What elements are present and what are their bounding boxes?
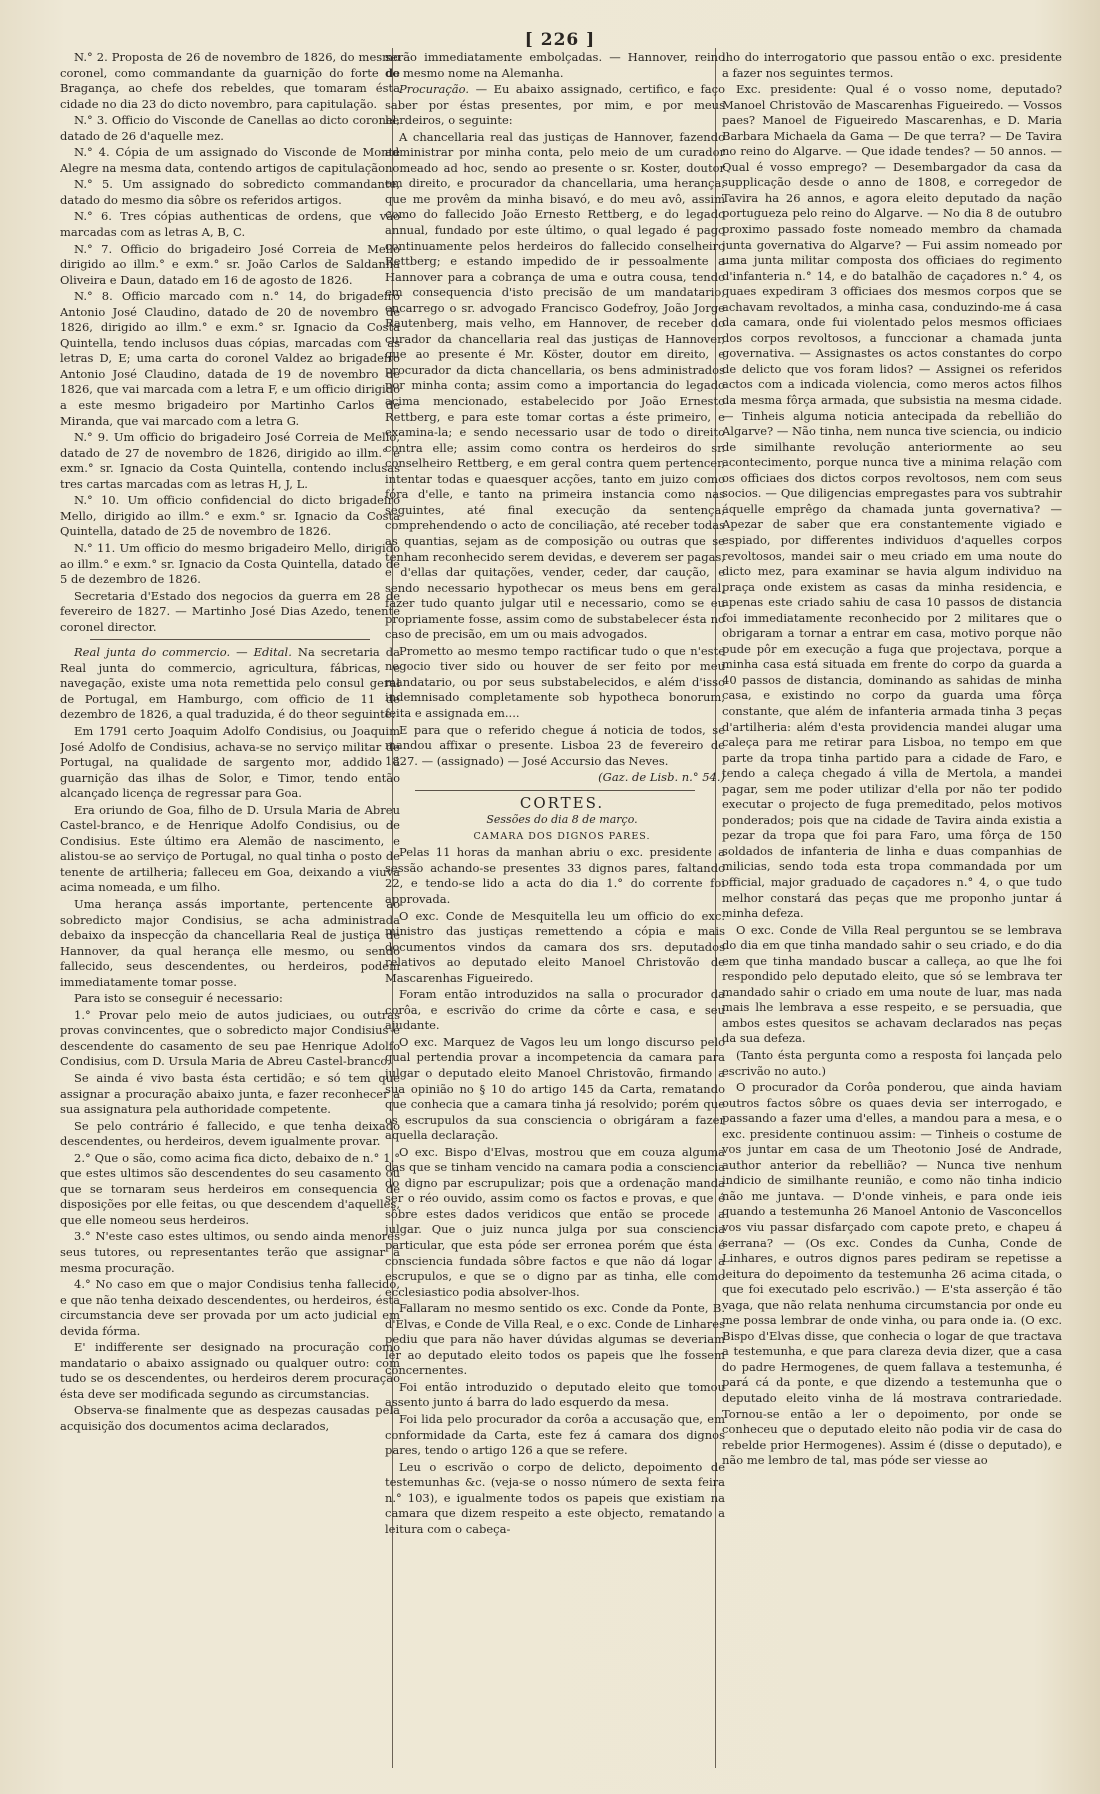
list-item: N.° 10. Um officio confidencial do dicto brigadeiro Mello, dirigido ao illm.° e exm.° sr. Ignacio da Costa Quintella, datado de 25 de novembro de 1826. — [60, 493, 400, 539]
paragraph: E para que o referido chegue á noticia de todos, se mandou affixar o presente. Lisboa 23 de fevereiro de 1827. — (assignado) — José Accursio das Neves. — [385, 722, 725, 768]
paragraph: (Tanto ésta pergunta como a resposta foi lançada pelo escrivão no auto.) — [722, 1048, 1062, 1078]
section-divider — [415, 790, 695, 791]
column-right — [722, 50, 1062, 1772]
list-item: N.° 11. Um officio do mesmo brigadeiro Mello, dirigido ao illm.° e exm.° sr. Ignacio da Costa Quintella, datado de 5 de dezembro de 1826. — [60, 540, 400, 587]
paragraph: lho do interrogatorio que passou então o exc. presidente a fazer nos seguintes termos. — [722, 50, 1062, 80]
list-item: N.° 5. Um assignado do sobredicto commandante, datado do mesmo dia sôbre os referidos artigos. — [60, 177, 400, 207]
section-heading: CORTES. — [519, 793, 605, 812]
list-item: N.° 8. Officio marcado com n.° 14, do brigadeiro Antonio José Claudino, datado de 20 de novembro de 1826, dirigido ao illm.° e exm.° sr. Ignacio da Costa Quintella, tendo inclusos duas cópias, marcadas com as letras D, E; uma carta do coronel Valdez ao brigadeiro Antonio José Claudino, datada de 19 de novembro de 1826, que vai marcada com a letra F, e um officio dirigido a este mesmo brigadeiro por Martinho Carlos de Miranda, que vai marcado com a letra G. — [60, 289, 400, 428]
paragraph: Era oriundo de Goa, filho de D. Ursula Maria de Abreu Castel-branco, e de Henrique Adolfo Condisius, ou de Condisius. Este último era Alemão de nascimento, e alistou-se ao serviço de Portugal, no qual tinha o posto de tenente de artilheria; falleceu em Goa, deixando a viuva acima nomeada, e um filho. — [60, 802, 400, 895]
edital-paragraph — [60, 645, 400, 723]
paragraph: O exc. Bispo d'Elvas, mostrou que em couza alguma das que se tinham vencido na camara podia a consciencia do digno par escrupulizar; pois que a ordenação manda ser o réo ouvido, assim como os factos e provas, e que é sôbre estes dados veridicos que então se procede a julgar. Que o juiz nunca julga por sua consciencia particular, que esta póde ser erronea porém que ésta é consciencia fundada sôbre factos e que não dá logar a escrupulos, e que se o digno par as tinha, elle como ecclesiastico podia absolver-lhos. — [385, 1144, 725, 1299]
page-number: [ 226 ] — [524, 30, 596, 50]
column-middle — [385, 50, 725, 1772]
procuracao-paragraph — [385, 82, 725, 129]
list-item: N.° 3. Officio do Visconde de Canellas ao dicto coronel, datado de 26 d'aquelle mez. — [60, 113, 400, 143]
paragraph: Foi lida pelo procurador da corôa a accusação que, em conformidade da Carta, este fez á camara dos dignos pares, tendo o artigo 126 a que se refere. — [385, 1412, 725, 1458]
paragraph: Prometto ao mesmo tempo ractificar tudo o que n'este negocio tiver sido ou houver de ser feito por meu mandatario, ou por seus substabelecidos, e além d'isso indemnisado completamente sob hypotheca bonorum, feita e assignada em.... — [385, 643, 725, 720]
section-divider — [90, 639, 370, 640]
paragraph: Em 1791 certo Joaquim Adolfo Condisius, ou Joaquim José Adolfo de Condisius, achava-se no serviço militar de Portugal, na qualidade de sargento mor, addido á guarnição das ilhas de Solor, e Timor, tendo então alcançado licença de regressar para Goa. — [60, 723, 400, 801]
chamber-subheading: CAMARA DOS DIGNOS PARES. — [473, 830, 651, 842]
paragraph: E' indifferente ser designado na procuração como mandatario o abaixo assignado ou qualquer outro: com tudo se os descendentes, ou herdeiros derem procuração ésta deve ser modificada segundo as circumstancias. — [60, 1340, 400, 1401]
paragraph: Foi então introduzido o deputado eleito que tomou assento junto á barra do lado esquerdo da mesa. — [385, 1379, 725, 1410]
paragraph: Leu o escrivão o corpo de delicto, depoimento de testemunhas &c. (veja-se o nosso número de sexta feira n.° 103), e igualmente todos os papeis que existiam na camara que dizem respeito a este objecto, rematando a leitura com o cabeça- — [385, 1459, 725, 1536]
session-subheading: Sessões do dia 8 de março. — [486, 813, 638, 827]
paragraph: O exc. Marquez de Vagos leu um longo discurso pelo qual pertendia provar a incompetencia da camara para julgar o deputado eleito Manoel Christovão, firmando a sua opinião no § 10 do artigo 145 da Carta, rematando que conhecia que a camara tinha já resolvido; porém que os escrupulos da sua consciencia o obrigáram a fazer aquella declaração. — [385, 1034, 725, 1143]
paragraph: Observa-se finalmente que as despezas causadas pela acquisição dos documentos acima declarados, — [60, 1403, 400, 1434]
paragraph: serão immediatamente embolçadas. — Hannover, reino do mesmo nome na Alemanha. — [385, 50, 725, 80]
source-citation: (Gaz. de Lisb. n.° 54.) — [598, 770, 725, 785]
interrogation-paragraph: Exc. presidente: Qual é o vosso nome, deputado? Manoel Christovão de Mascarenhas Figueiredo. — Vossos paes? Manoel de Figueiredo Mascarenhas, e D. Maria Barbara Michaela da Gama — De que terra? — De Tavira no reino do Algarve. — Que idade tendes? — 50 annos. — Qual é vosso emprego? — Desembargador da casa da supplicação desde o anno de 1808, e corregedor de Tavira ha 26 annos, e agora eleito deputado da nação portugueza pelo reino do Algarve. — No dia 8 de outubro proximo passado foste nomeado membro da chamada junta governativa do Algarve? — Fui assim nomeado por uma junta militar composta dos officiaes do regimento d'infanteria n.° 14, e do batalhão de caçadores n.° 4, os quaes expediram 3 officiaes dos mesmos corpos que se achavam revoltados, a minha casa, conduzindo-me á casa da camara, onde fui violentado pelos mesmos officiaes dos corpos revoltosos, a funccionar a chamada junta governativa. — Assignastes os actos constantes do corpo de delicto que vos foram lidos? — Assignei os referidos actos com a indicada violencia, como meros actos filhos da mesma fôrça armada, que subsistia na mesma cidade. — Tinheis alguma noticia antecipada da rebellião do Algarve? — Não tinha, nem nunca tive sciencia, ou indicio de similhante revolução anteriormente ao seu acontecimento, porque nunca tive a minima relação com os officiaes dos dictos corpos revoltosos, nem com seus socios. — Que diligencias empregastes para vos subtrahir áquelle emprêgo da chamada junta governativa? — Apezar de saber que era constantemente vigiado e espiado, por differentes individuos d'aquelles corpos revoltosos, mandei sair o meu criado em uma noute do dicto mez, para examinar se havia algum individuo na praça onde existem as casas da minha residencia, e apenas este criado sahiu de casa 10 passos de distancia foi immediatamente reconhecido por 2 militares que o obrigaram a tornar a entrar em casa, motivo porque não pude pôr em execução a fuga que projectava, porque a minha casa está situada em frente do corpo da guarda a 40 passos de distancia, dominando as sahidas de minha casa, e existindo no corpo da guarda uma fôrça constante, que além de infanteria armada tinha 3 peças d'artilheria: além d'esta providencia mandei alugar uma caleça para me retirar para Lisboa, no tempo em que parte da tropa tinha partido para a cidade de Faro, e tendo a caleça chegado á villa de Mertola, a mandei pagar, sem me poder utilizar d'ella por não ter podido executar o projecto de fuga premeditado, pelos motivos ponderados; pois que na cidade de Tavira ainda existia a pezar da tropa que foi para Faro, uma fôrça de 150 soldados de infanteria de linha e duas companhias de milicias, sendo toda esta tropa commandada por um official, major graduado de caçadores n.° 4, o que tudo melhor constará das peças que me proponho juntar á minha defeza. — [722, 82, 1062, 921]
paragraph: Foram então introduzidos na salla o procurador da corôa, e escrivão do crime da côrte e casa, e seu ajudante. — [385, 987, 725, 1033]
paragraph: Se pelo contrário é fallecido, e que tenha deixado descendentes, ou herdeiros, devem igualmente provar. — [60, 1118, 400, 1149]
list-item: N.° 9. Um officio do brigadeiro José Correia de Mello, datado de 27 de novembro de 1826, dirigido ao illm.° e exm.° sr. Ignacio da Costa Quintella, contendo inclusas tres cartas marcadas com as letras H, J, L. — [60, 430, 400, 491]
paragraph: O exc. Conde de Mesquitella leu um officio do exc. ministro das justiças remettendo a cópia e mais documentos vindos da camara dos srs. deputados relativos ao deputado eleito Manoel Christovão de Mascarenhas Figueiredo. — [385, 908, 725, 985]
paragraph: O procurador da Corôa ponderou, que ainda haviam outros factos sôbre os quaes devia ser interrogado, e passando a fazer uma d'elles, a mandou para a mesa, e o exc. presidente continuou assim: — Tinheis o costume de vos juntar em casa de um Theotonio José de Andrade, author anterior da rebellião? — Nunca tive nenhum indicio de similhante reunião, e como não tinha indicio não me juntava. — D'onde vinheis, e para onde ieis quando a testemunha 26 Manoel Antonio de Vasconcellos vos viu passar disfarçado com capote preto, e chapeu á serrana? — (Os exc. Condes da Cunha, Conde de Linhares, e outros dignos pares pediram se repetisse a leitura do depoimento da testemunha 26 acima citada, o que foi executado pelo escrivão.) — E'sta asserção é tão vaga, que não relata nenhuma circumstancia por onde eu me possa lembrar de onde vinha, ou para onde ia. (O exc. Bispo d'Elvas disse, que conhecia o logar de que tractava a testemunha, e que para clareza devia dizer, que a casa do padre Hermogenes, de quem fallava a testemunha, é pará cá da ponte, e que dizendo a testemunha que o deputado eleito vinha de lá mostrava contrariedade. Tornou-se então a ler o depoimento, por onde se conheceu que o deputado eleito não podia vir de casa do rebelde prior Hermogenes). Assim é (disse o deputado), e não me lembro de tal, mas póde ser viesse ao — [722, 1080, 1062, 1468]
paragraph-text: Na secretaria da Real junta do commercio, agricultura, fábricas, e navegação, existe uma nota remettida pelo consul geral de Portugal, em Hamburgo, com officio de 11 de dezembro de 1826, a qual traduzida, é do theor seguinte: — [60, 645, 400, 722]
paragraph: Uma herança assás importante, pertencente ao sobredicto major Condisius, se acha administrada debaixo da inspecção da chancellaria Real de justiça de Hannover, da qual herança elle mesmo, ou sendo fallecido, seus descendentes, ou herdeiros, podem immediatamente tomar posse. — [60, 896, 400, 989]
procuracao-label: Procuração. — [399, 82, 470, 97]
column-left — [60, 50, 400, 1772]
paragraph-text: — Eu abaixo assignado, certifico, e faço saber por éstas presentes, por mim, e por meus herdeiros, o seguinte: — [385, 82, 725, 128]
signature-paragraph: Secretaria d'Estado dos negocios da guerra em 28 de fevereiro de 1827. — Martinho José Dias Azedo, tenente coronel director. — [60, 588, 400, 634]
paragraph: A chancellaria real das justiças de Hannover, fazendo administrar por minha conta, pelo meio de um curador nomeado ad hoc, sendo ao presente o sr. Koster, doutor em direito, e procurador da chancellaria, uma herança, que me provêm da minha bisavó, e do meu avô, assim como do fallecido João Ernesto Rettberg, e do legado annual, fundado por este último, o qual legado é pago continuamente pelos herdeiros do fallecido conselheiro Rettberg; e estando impedido de ir pessoalmente a Hannover para a cobrança de uma e outra cousa, tendo em consequencia d'isto precisão de um mandatario, encarrego o sr. advogado Francisco Godefroy, João Jorge Rautenberg, mais velho, em Hannover, de receber do curador da chancellaria real das justiças de Hannover, que ao presente é Mr. Köster, doutor em direito, e procurador da dicta chancellaria, os bens administrados por minha conta; assim como a importancia do legado acima mencionado, estabelecido por João Ernesto Rettberg, e para este tomar cortas a éste primeiro, e examina-la; e sendo necessario usar de todo o direito contra elle; assim como contra os herdeiros do sr. conselheiro Rettberg, e em geral contra quem pertencer, intentar todas e quaesquer acções, tanto em juizo como fóra d'elle, e tanto na primeira instancia como nas seguintes, até final execução da sentença, comprehendendo o acto de conciliação, até receber todas as quantias, sejam as de composição ou outras que se tenham reconhecido serem devidas, e deverem ser pagas, e d'ellas dar quitações, vender, ceder, dar caução, e sendo necessario hypothecar os meus bens em geral, fazer tudo quanto julgar util e necessario, como se eu propriamente fosse, assim como de substabelecer ésta no caso de precisão, em um ou mais advogados. — [385, 129, 725, 642]
edital-title: Real junta do commercio. — Edital. — [74, 645, 292, 660]
paragraph: 3.° N'este caso estes ultimos, ou sendo ainda menores seus tutores, ou representantes terão que assignar a mesma procuração. — [60, 1229, 400, 1275]
paragraph: Fallaram no mesmo sentido os exc. Conde da Ponte, B. d'Elvas, e Conde de Villa Real, e o exc. Conde de Linhares pediu que para não haver dúvidas algumas se deveriam lêr ao deputado eleito todos os papeis que lhe fossem concernentes. — [385, 1301, 725, 1378]
list-item: N.° 7. Officio do brigadeiro José Correia de Mello dirigido ao illm.° e exm.° sr. João Carlos de Saldanha Oliveira e Daun, datado em 16 de agosto de 1826. — [60, 241, 400, 287]
list-item: N.° 4. Cópia de um assignado do Visconde de Monte Alegre na mesma data, contendo artigos de capitulação. — [60, 145, 400, 175]
paragraph: 2.° Que o são, como acima fica dicto, debaixo de n.° 1.° que estes ultimos são descendentes do seu casamento ou que se tornaram seus herdeiros em consequencia de disposições por elle feitas, ou que descendem d'aquelles, que elle nomeou seus herdeiros. — [60, 1150, 400, 1227]
paragraph: O exc. Conde de Villa Real perguntou se se lembrava do dia em que tinha mandado sahir o seu criado, e do dia em que tinha mandado buscar a calleça, ao que lhe foi respondido pelo deputado eleito, que só se lembrava ter mandado sahir o criado em uma noute de luar, mas nada mais lhe lembrava a esse respeito, e se persuadia, que ambos estes quesitos se achavam declarados nas peças da sua defeza. — [722, 922, 1062, 1046]
paragraph: Para isto se conseguir é necessario: — [74, 991, 283, 1006]
list-item: N.° 2. Proposta de 26 de novembro de 1826, do mesmo coronel, como commandante da guarnição do forte de Bragança, ao chefe dos rebeldes, que tomaram ésta cidade no dia 23 do dicto novembro, para capitulação. — [60, 50, 400, 111]
paragraph: Pelas 11 horas da manhan abriu o exc. presidente a sessão achando-se presentes 33 dignos pares, faltando 22, e tendo-se lido a acta do dia 1.° do corrente foi approvada. — [385, 845, 725, 906]
paragraph: Se ainda é vivo basta ésta certidão; e só tem que assignar a procuração abaixo junta, e fazer reconhecer a sua assignatura pela authoridade competente. — [60, 1071, 400, 1117]
paragraph: 4.° No caso em que o major Condisius tenha fallecido, e que não tenha deixado descendentes, ou herdeiros, ésta circumstancia deve ser provada por um acto judicial em devida fórma. — [60, 1277, 400, 1338]
paragraph: 1.° Provar pelo meio de autos judiciaes, ou outras provas convincentes, que o sobredicto major Condisius é descendente do casamento de seu pae Henrique Adolfo Condisius, com D. Ursula Maria de Abreu Castel-branco. — [60, 1007, 400, 1069]
list-item: N.° 6. Tres cópias authenticas de ordens, que vão marcadas com as letras A, B, C. — [60, 209, 400, 240]
